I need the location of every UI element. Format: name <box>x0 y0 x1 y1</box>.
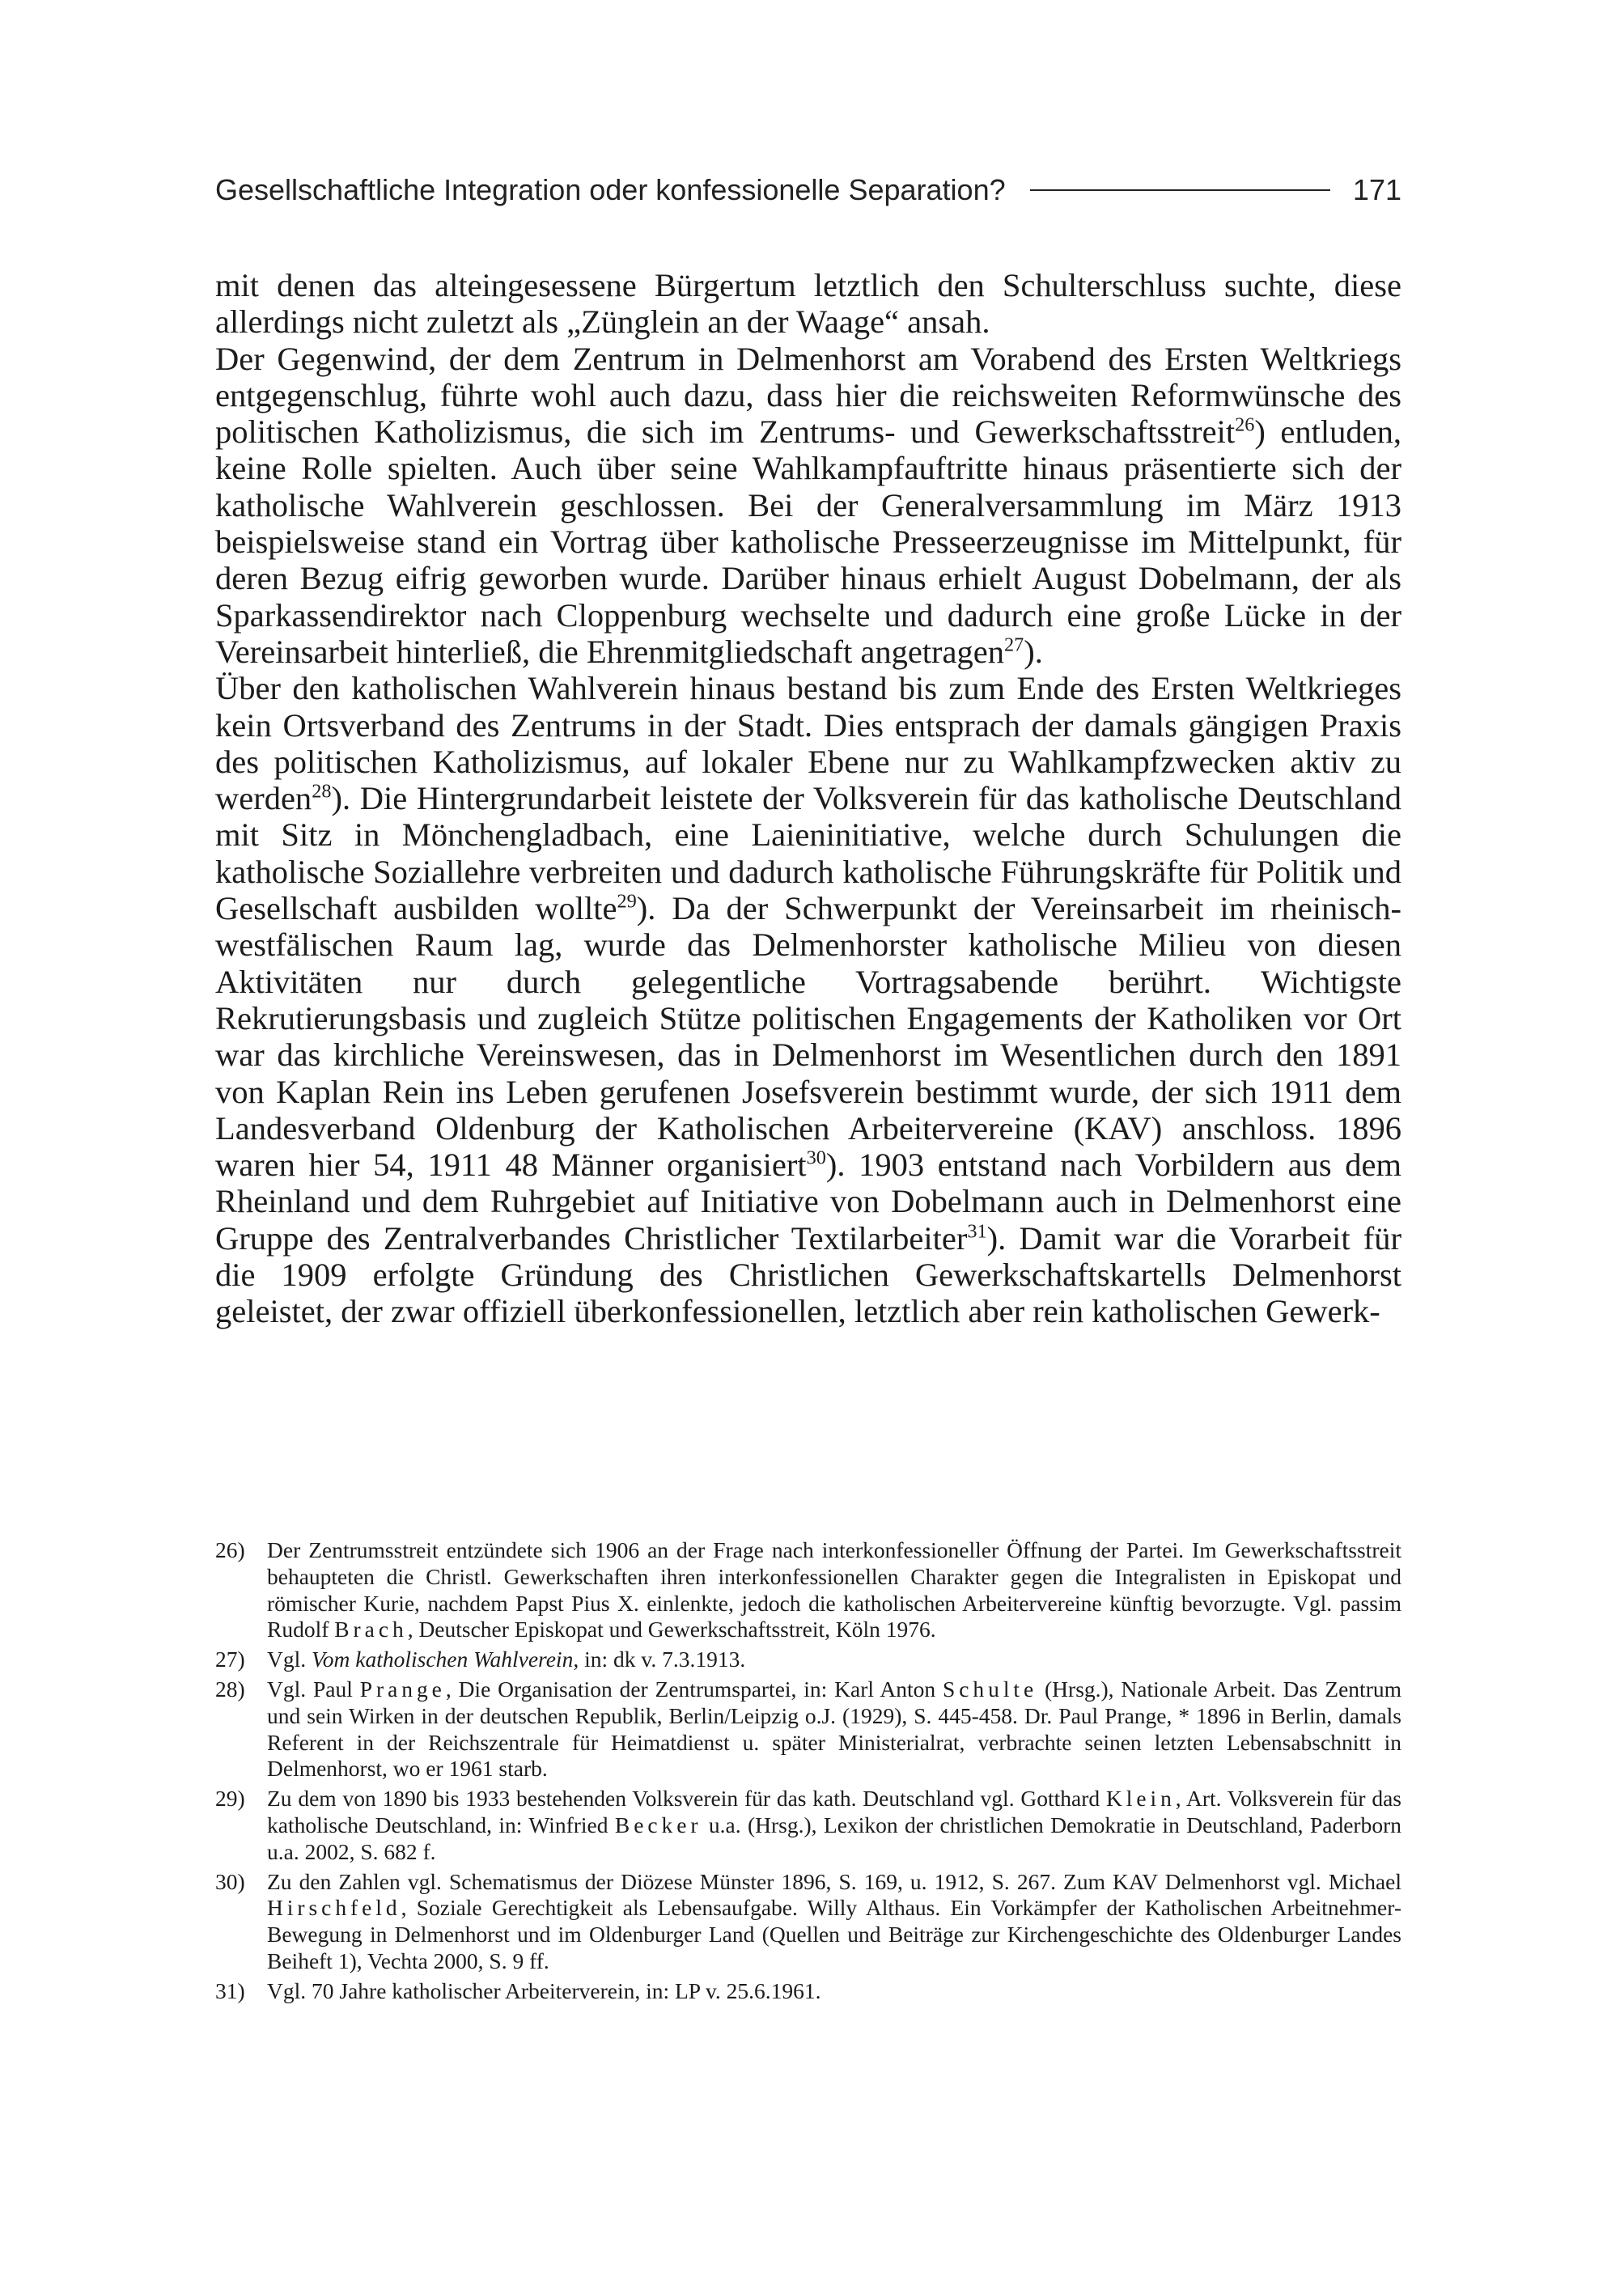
footnote-text-part: Vgl. <box>267 1647 312 1672</box>
footnote-27 <box>215 1647 1401 1673</box>
paragraph-text: ). Damit war die Vorarbeit für die 1909 erfolgte Gründung des Christlichen Gewerkschaftskartells Delmenhorst geleistet, der zwar offiziell überkonfessionellen, letztlich aber rein katholischen Gewerk- <box>215 1219 1401 1330</box>
paragraph-text: ). Da der Schwerpunkt der Vereinsarbeit im rheinisch-westfälischen Raum lag, wurde das Delmenhorster katholische Milieu von diesen Aktivitäten nur durch gelegentliche Vortragsabende berührt. Wichtigste Rekrutierungsbasis und zugleich Stütze politischen Engagements der Katholiken vor Ort war das kirchliche Vereinswesen, das in Delmenhorst im Wesentlichen durch den 1891 von Kaplan Rein ins Leben gerufenen Josefsverein bestimmt wurde, der sich 1911 dem Landesverband Oldenburg der Katholischen Arbeitervereine (KAV) anschloss. 1896 waren hier 54, 1911 48 Männer organisiert <box>215 890 1401 1184</box>
footnote-text-part: , in: dk v. 7.3.1913. <box>573 1647 746 1672</box>
footnote-ref-31[interactable]: 31 <box>967 1220 987 1243</box>
footnote-text <box>267 1647 1401 1673</box>
footnote-text-part: u.a. (Hrsg.), Lexikon der christlichen Demokratie in Deutschland, Paderborn u.a. 2002, S. 682 f. <box>267 1812 1401 1864</box>
footnote-number: 29) <box>215 1786 245 1812</box>
footnote-text-part: , Die Organisation der Zentrumspartei, in: Karl Anton <box>445 1676 943 1702</box>
footnote-text-part: Der Zentrumsstreit entzündete sich 1906 an der Frage nach interkonfessioneller Öffnung der Partei. Im Gewerkschaftsstreit behaupteten die Christl. Gewerkschaften ihren interkonfessionellen Charakter gegen die Integralisten in Episkopat und römischer Kurie, nachdem Papst Pius X. einlenkte, jedoch die katholischen Arbeitervereine künftig bevorzugte. Vgl. passim Rudolf <box>267 1537 1401 1642</box>
footnote-text-part: (Hrsg.), Nationale Arbeit. Das Zentrum und sein Wirken in der deutschen Republik, Berlin/Leipzig o.J. (1929), S. 445-458. Dr. Paul Prange, * 1896 in Berlin, damals Referent in der Reichszentrale für Heimatdienst u. später Ministerialrat, verbrachte seinen letzten Lebensabschnitt in Delmenhorst, wo er 1961 starb. <box>267 1676 1401 1782</box>
footnote-text-part: Zu dem von 1890 bis 1933 bestehenden Volksverein für das kath. Deutschland vgl. Gotthard <box>267 1786 1106 1812</box>
author-name: Klein <box>1105 1786 1176 1812</box>
footnote-text <box>267 1537 1401 1643</box>
paragraph-text: ). Die Hintergrundarbeit leistete der Volksverein für das katholische Deutschland mit Sitz in Mönchengladbach, eine Laieninitiative, welche durch Schulungen die katholische Soziallehre verbreiten und dadurch katholische Führungskräfte für Politik und Gesellschaft ausbilden wollte <box>215 780 1401 927</box>
footnote-number: 26) <box>215 1537 245 1562</box>
footnote-ref-27[interactable]: 27 <box>1004 634 1024 656</box>
footnote-text-part: Vgl. Paul <box>267 1676 360 1702</box>
paragraph-1 <box>215 267 1401 341</box>
footnote-text-part: Vgl. 70 Jahre katholischer Arbeiterverein, in: LP v. 25.6.1961. <box>267 1977 821 2003</box>
footnote-number: 30) <box>215 1868 245 1894</box>
footnote-number: 28) <box>215 1676 245 1702</box>
paragraph-2 <box>215 341 1401 671</box>
footnote-text-part: , Soziale Gerechtigkeit als Lebensaufgabe. Willy Althaus. Ein Vorkämpfer der Katholischen Arbeitnehmer-Bewegung in Delmenhorst und im Oldenburger Land (Quellen und Beiträge zur Kirchengeschichte des Oldenburger Landes Beiheft 1), Vechta 2000, S. 9 ff. <box>267 1895 1401 1973</box>
footnote-text <box>267 1869 1401 1975</box>
footnote-text-part: Zu den Zahlen vgl. Schematismus der Diözese Münster 1896, S. 169, u. 1912, S. 267. Zum KAV Delmenhorst vgl. Michael <box>267 1868 1401 1894</box>
author-name: Brach <box>334 1617 408 1642</box>
paragraph-text: Über den katholischen Wahlverein hinaus bestand bis zum Ende des Ersten Weltkrieges kein Ortsverband des Zentrums in der Stadt. Dies entsprach der damals gängigen Praxis des politischen Katholizismus, auf lokaler Ebene nur zu Wahlkampfzwecken aktiv zu werden <box>215 670 1401 817</box>
footnote-text <box>267 1786 1401 1865</box>
running-title: Gesellschaftliche Integration oder konfessionelle Separation? <box>215 173 1006 206</box>
footnote-29 <box>215 1786 1401 1865</box>
paragraph-text: ). 1903 entstand nach Vorbildern aus dem Rheinland und dem Ruhrgebiet auf Initiative von Dobelmann auch in Delmenhorst eine Gruppe des Zentralverbandes Christlicher Textilarbeiter <box>215 1146 1402 1257</box>
footnote-number: 31) <box>215 1977 245 2003</box>
paragraph-text: ) entluden, keine Rolle spielten. Auch über seine Wahlkampfauftritte hinaus präsentierte sich der katholische Wahlverein geschlossen. Bei der Generalversammlung im März 1913 beispielsweise stand ein Vortrag über katholische Presseerzeugnisse im Mittelpunkt, für deren Bezug eifrig geworben wurde. Darüber hinaus erhielt August Dobelmann, der als Sparkassendirektor nach Cloppenburg wechselte und dadurch eine große Lücke in der Vereinsarbeit hinterließ, die Ehrenmitgliedschaft angetragen <box>215 413 1401 670</box>
footnote-text <box>267 1676 1401 1782</box>
article-title: Vom katholischen Wahlverein <box>312 1647 574 1672</box>
paragraph-text: ). <box>1024 633 1043 670</box>
footnote-number: 27) <box>215 1647 245 1672</box>
author-name: Hirschfeld <box>267 1895 401 1921</box>
footnote-28 <box>215 1676 1401 1782</box>
footnotes <box>215 1537 1401 2008</box>
footnote-30 <box>215 1869 1401 1975</box>
footnote-text-part: , Deutscher Episkopat und Gewerkschaftsstreit, Köln 1976. <box>407 1617 936 1642</box>
author-name: Prange <box>359 1676 446 1702</box>
paragraph-text: mit denen das alteingesessene Bürgertum letztlich den Schulterschluss suchte, diese allerdings nicht zuletzt als „Zünglein an der Waage“ ansah. <box>215 267 1401 341</box>
footnote-26 <box>215 1537 1401 1643</box>
paragraph-text: Der Gegenwind, der dem Zentrum in Delmenhorst am Vorabend des Ersten Weltkriegs entgegenschlug, führte wohl auch dazu, dass hier die reichsweiten Reformwünsche des politischen Katholizismus, die sich im Zentrums- und Gewerkschaftsstreit <box>215 340 1401 451</box>
author-name: Becker <box>614 1812 702 1837</box>
footnote-ref-28[interactable]: 28 <box>312 780 332 803</box>
footnote-ref-30[interactable]: 30 <box>806 1146 826 1169</box>
footnote-text-part: , Art. Volksverein für das katholische Deutschland, in: Winfried <box>267 1786 1401 1837</box>
footnote-text <box>267 1978 1401 2005</box>
main-text <box>215 267 1401 1330</box>
page-number: 171 <box>1352 173 1401 206</box>
footnote-ref-29[interactable]: 29 <box>617 890 637 913</box>
paragraph-3 <box>215 670 1401 1329</box>
footnote-31 <box>215 1978 1401 2005</box>
author-name: Schulte <box>943 1676 1038 1702</box>
footnote-ref-26[interactable]: 26 <box>1235 413 1255 436</box>
running-header <box>215 166 1401 214</box>
header-rule <box>1030 189 1330 191</box>
